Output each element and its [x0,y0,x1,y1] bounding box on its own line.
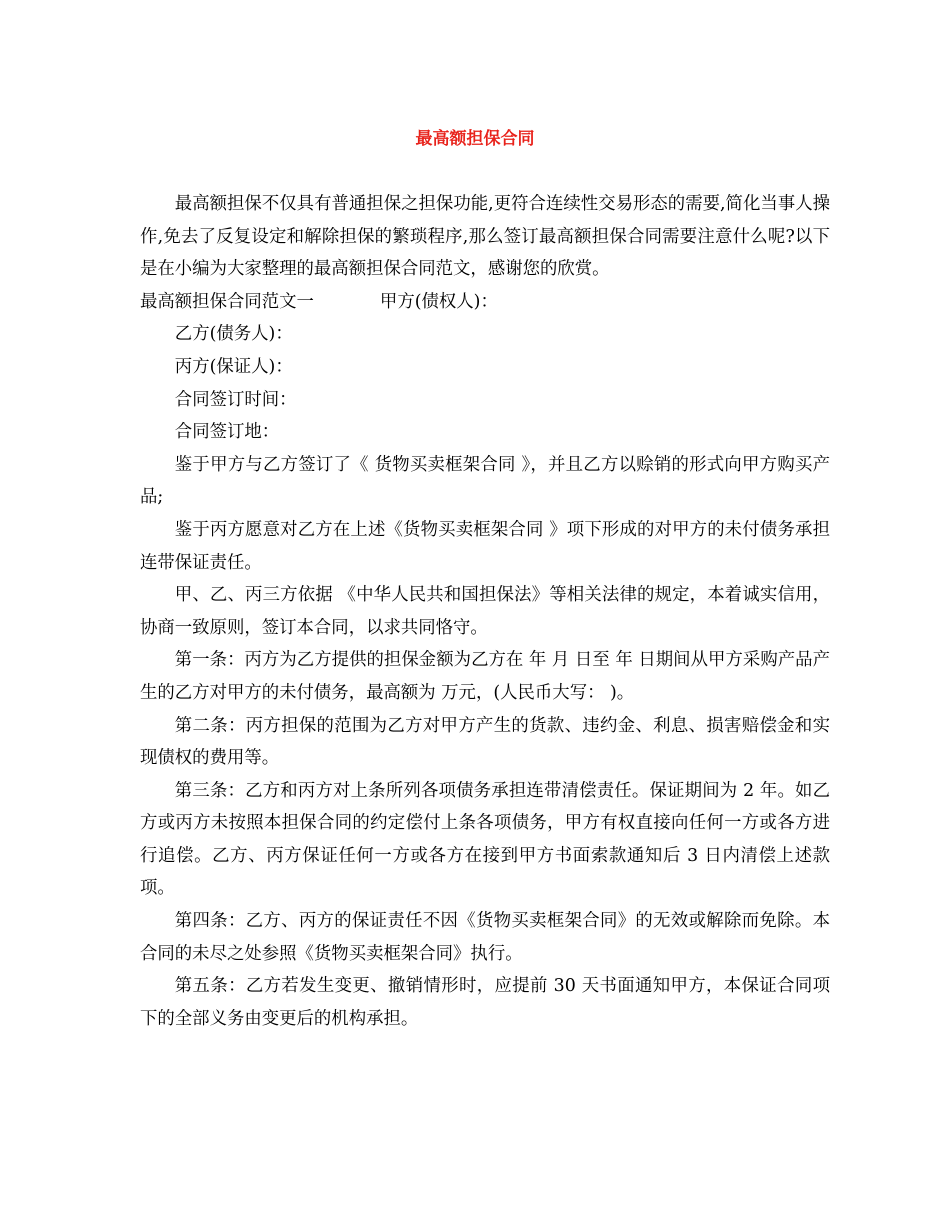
recital-3-paragraph: 甲、乙、丙三方依据 《中华人民共和国担保法》等相关法律的规定，本着诚实信用，协商一致原则，签订本合同，以求共同恪守。 [140,585,830,638]
sign-place-line: 合同签订地： [174,422,280,443]
intro-paragraph: 最高额担保不仅具有普通担保之担保功能,更符合连续性交易形态的需要,简化当事人操作,免去了反复设定和解除担保的繁琐程序,那么签订最高额担保合同需要注意什么呢?以下是在小编为大家整理的最高额担保合同范文，感谢您的欣赏。 [140,194,830,280]
article-3-paragraph: 第三条：乙方和丙方对上条所列各项债务承担连带清偿责任。保证期间为 2 年。如乙方或丙方未按照本担保合同的约定偿付上条各项债务，甲方有权直接向任何一方或各方进行追偿。乙方、丙方保证任何一方或各方在接到甲方书面索款通知后 3 日内清偿上述款项。 [140,780,830,899]
recital-2-paragraph: 鉴于丙方愿意对乙方在上述《货物买卖框架合同 》项下形成的对甲方的未付债务承担连带保证责任。 [140,519,830,573]
recital-1-paragraph: 鉴于甲方与乙方签订了《 货物买卖框架合同 》，并且乙方以赊销的形式向甲方购买产品; [140,454,830,508]
party-a-line: 甲方(债权人)： [379,291,498,312]
sample-heading: 最高额担保合同范文一 [140,291,314,312]
sample-heading-line [140,286,830,319]
sign-time-line: 合同签订时间： [174,389,297,410]
document-title: 最高额担保合同 [415,129,535,149]
document-body [140,188,830,1035]
article-1-paragraph: 第一条：丙方为乙方提供的担保金额为乙方在 年 月 日至 年 日期间从甲方采购产品产生的乙方对甲方的未付债务，最高额为 万元，(人民币大写： )。 [140,650,830,703]
article-5-paragraph: 第五条：乙方若发生变更、撤销情形时，应提前 30 天书面通知甲方，本保证合同项下的全部义务由变更后的机构承担。 [140,976,830,1029]
party-b-line: 乙方(债务人)： [174,324,293,345]
article-2-paragraph: 第二条：丙方担保的范围为乙方对甲方产生的货款、违约金、利息、损害赔偿金和实现债权的费用等。 [140,715,830,769]
party-c-line: 丙方(保证人)： [174,356,293,377]
article-4-paragraph: 第四条：乙方、丙方的保证责任不因《货物买卖框架合同》的无效或解除而免除。本合同的未尽之处参照《货物买卖框架合同》执行。 [140,911,830,964]
